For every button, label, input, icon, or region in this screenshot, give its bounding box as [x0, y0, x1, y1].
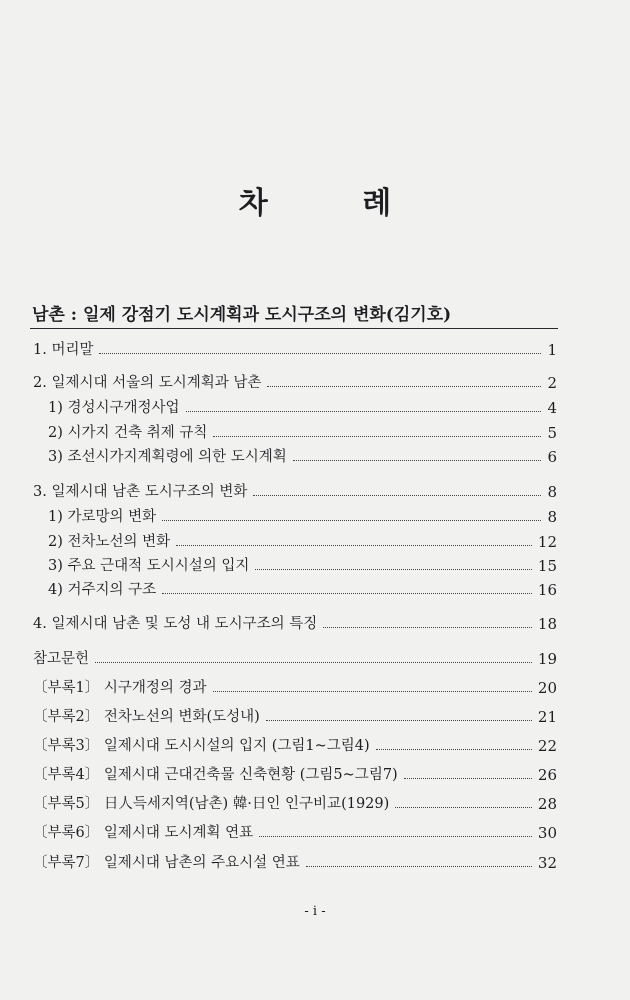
dot-leader: [162, 593, 532, 594]
toc-entry-section-3-1[interactable]: [48, 504, 557, 526]
dot-leader: [253, 495, 541, 496]
toc-entry-label: 〔부록5〕 日人득세지역(남촌) 韓·日인 인구비교(1929): [33, 796, 390, 812]
toc-entry-appendix-1[interactable]: [33, 675, 557, 697]
toc-entry-appendix-7[interactable]: [33, 850, 557, 872]
toc-entry-label: 3) 주요 근대적 도시시설의 입지: [48, 558, 250, 574]
toc-entry-page: 30: [537, 824, 557, 842]
dot-leader: [95, 662, 532, 663]
toc-entry-label: 〔부록3〕 일제시대 도시시설의 입지 (그림1~그림4): [33, 738, 370, 754]
toc-entry-appendix-5[interactable]: [33, 791, 557, 813]
dot-leader: [213, 691, 532, 692]
toc-entry-label: 3. 일제시대 남촌 도시구조의 변화: [33, 484, 248, 500]
toc-entry-label: 2) 전차노선의 변화: [48, 534, 171, 550]
toc-entry-label: 4. 일제시대 남촌 및 도성 내 도시구조의 특징: [33, 616, 318, 632]
dot-leader: [293, 460, 542, 461]
toc-entry-page: 8: [547, 508, 557, 526]
toc-entry-section-3-2[interactable]: [48, 529, 557, 551]
dot-leader: [323, 627, 532, 628]
toc-entry-page: 12: [537, 533, 557, 551]
toc-entry-appendix-2[interactable]: [33, 704, 557, 726]
dot-leader: [376, 749, 532, 750]
toc-entry-section-2[interactable]: [33, 370, 557, 392]
toc-entry-page: 32: [537, 854, 557, 872]
dot-leader: [176, 545, 532, 546]
toc-entry-section-3[interactable]: [33, 479, 557, 501]
toc-entry-intro[interactable]: [33, 337, 557, 359]
toc-entry-section-2-2[interactable]: [48, 420, 557, 442]
dot-leader: [266, 720, 532, 721]
toc-entry-page: 26: [537, 766, 557, 784]
toc-entry-page: 4: [547, 399, 557, 417]
toc-entry-page: 21: [537, 708, 557, 726]
dot-leader: [213, 436, 541, 437]
dot-leader: [259, 836, 532, 837]
dot-leader: [186, 411, 542, 412]
toc-entry-appendix-6[interactable]: [33, 820, 557, 842]
toc-entry-page: 15: [537, 557, 557, 575]
toc-entry-page: 2: [547, 374, 557, 392]
toc-entry-label: 4) 거주지의 구조: [48, 582, 157, 598]
toc-entry-page: 18: [537, 615, 557, 633]
toc-entry-page: 8: [547, 483, 557, 501]
toc-entry-label: 3) 조선시가지계획령에 의한 도시계획: [48, 449, 287, 465]
heading-underline: [30, 328, 558, 329]
toc-entry-appendix-4[interactable]: [33, 762, 557, 784]
dot-leader: [404, 778, 532, 779]
toc-entry-section-2-3[interactable]: [48, 444, 557, 466]
page-number-footer: - i -: [304, 904, 326, 919]
toc-entry-label: 2) 시가지 건축 취제 규칙: [48, 425, 208, 441]
toc-entry-label: 〔부록4〕 일제시대 근대건축물 신축현황 (그림5~그림7): [33, 767, 398, 783]
toc-entry-label: 1) 가로망의 변화: [48, 509, 157, 525]
toc-entry-page: 20: [537, 679, 557, 697]
dot-leader: [162, 520, 541, 521]
toc-entry-label: 〔부록2〕 전차노선의 변화(도성내): [33, 709, 260, 725]
toc-entry-label: 〔부록1〕 시구개정의 경과: [33, 680, 207, 696]
toc-entry-section-3-4[interactable]: [48, 577, 557, 599]
toc-entry-page: 1: [547, 341, 557, 359]
toc-entry-label: 참고문헌: [33, 651, 90, 667]
toc-entry-page: 28: [537, 795, 557, 813]
dot-leader: [99, 353, 541, 354]
section-heading: 남촌 : 일제 강점기 도시계획과 도시구조의 변화(김기호): [32, 305, 452, 325]
toc-entry-page: 22: [537, 737, 557, 755]
toc-entry-appendix-3[interactable]: [33, 733, 557, 755]
toc-entry-page: 16: [537, 581, 557, 599]
dot-leader: [395, 807, 532, 808]
toc-entry-page: 19: [537, 650, 557, 668]
toc-entry-label: 〔부록7〕 일제시대 남촌의 주요시설 연표: [33, 855, 300, 871]
toc-entry-section-3-3[interactable]: [48, 553, 557, 575]
toc-entry-section-4[interactable]: [33, 611, 557, 633]
toc-entry-page: 6: [547, 448, 557, 466]
toc-entry-label: 1) 경성시구개정사업: [48, 400, 180, 416]
dot-leader: [267, 386, 541, 387]
toc-entry-page: 5: [547, 424, 557, 442]
toc-entry-label: 1. 머리말: [33, 342, 94, 358]
toc-entry-section-2-1[interactable]: [48, 395, 557, 417]
toc-entry-label: 2. 일제시대 서울의 도시계획과 남촌: [33, 375, 262, 391]
page-title: 차 례: [238, 186, 434, 221]
toc-entry-references[interactable]: [33, 646, 557, 668]
dot-leader: [306, 866, 532, 867]
dot-leader: [255, 569, 532, 570]
toc-entry-label: 〔부록6〕 일제시대 도시계획 연표: [33, 825, 254, 841]
